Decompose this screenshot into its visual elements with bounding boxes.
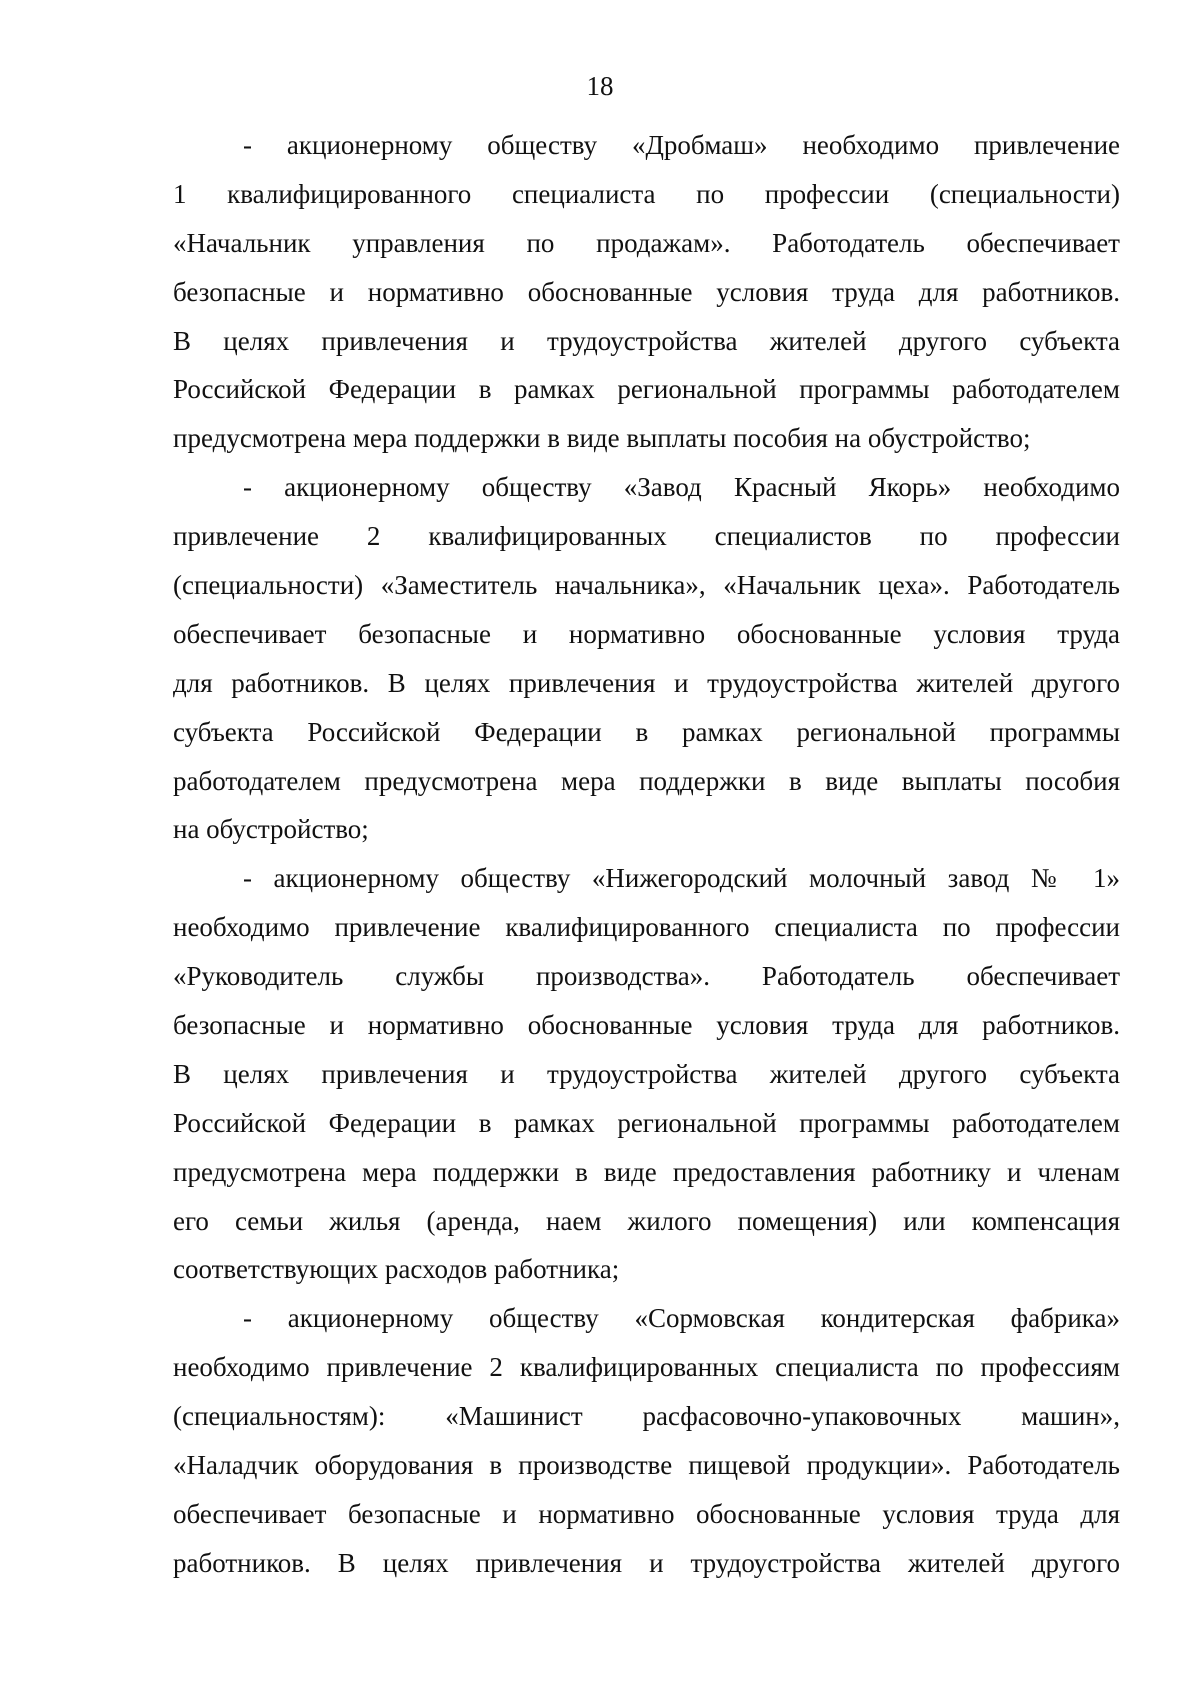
text-line: субъекта Российской Федерации в рамках региональной программы — [173, 716, 1120, 747]
page-number: 18 — [586, 71, 614, 101]
text-line: привлечение 2 квалифицированных специалистов по профессии — [173, 521, 1120, 552]
text-line: соответствующих расходов работника; — [173, 1254, 620, 1285]
text-line: предусмотрена мера поддержки в виде предоставления работнику и членам — [173, 1156, 1120, 1187]
text-line: предусмотрена мера поддержки в виде выплаты пособия на обустройство; — [173, 423, 1031, 454]
text-line: для работников. В целях привлечения и трудоустройства жителей другого — [173, 667, 1120, 698]
text-line: на обустройство; — [173, 814, 369, 845]
paragraph-krasny-yakor — [173, 463, 1120, 854]
text-line: - акционерному обществу «Сормовская кондитерская фабрика» — [243, 1303, 1120, 1334]
text-line: «Наладчик оборудования в производстве пищевой продукции». Работодатель — [173, 1450, 1120, 1481]
text-line: обеспечивает безопасные и нормативно обоснованные условия труда для — [173, 1498, 1120, 1529]
text-line: В целях привлечения и трудоустройства жителей другого субъекта — [173, 325, 1120, 356]
text-line: безопасные и нормативно обоснованные условия труда для работников. — [173, 1010, 1120, 1041]
text-line: его семьи жилья (аренда, наем жилого помещения) или компенсация — [173, 1205, 1120, 1236]
text-line: - акционерному обществу «Нижегородский молочный завод № 1» — [243, 863, 1120, 894]
text-line: Российской Федерации в рамках региональной программы работодателем — [173, 374, 1120, 405]
text-line: - акционерному обществу «Завод Красный Якорь» необходимо — [243, 472, 1120, 503]
text-line: Российской Федерации в рамках региональной программы работодателем — [173, 1107, 1120, 1138]
document-body — [173, 121, 1120, 1588]
text-line: работодателем предусмотрена мера поддержки в виде выплаты пособия — [173, 765, 1120, 796]
text-line: необходимо привлечение 2 квалифицированных специалиста по профессиям — [173, 1352, 1120, 1383]
text-line: 1 квалифицированного специалиста по профессии (специальности) — [173, 178, 1120, 209]
paragraph-sormovskaya — [173, 1294, 1120, 1587]
text-line: «Руководитель службы производства». Работодатель обеспечивает — [173, 961, 1120, 992]
text-line: (специальностям): «Машинист расфасовочно-упаковочных машин», — [173, 1401, 1120, 1432]
text-line: работников. В целях привлечения и трудоустройства жителей другого — [173, 1547, 1120, 1578]
text-line: «Начальник управления по продажам». Работодатель обеспечивает — [173, 227, 1120, 258]
text-line: обеспечивает безопасные и нормативно обоснованные условия труда — [173, 618, 1120, 649]
paragraph-drobmash — [173, 121, 1120, 463]
text-line: необходимо привлечение квалифицированного специалиста по профессии — [173, 912, 1120, 943]
text-line: - акционерному обществу «Дробмаш» необходимо привлечение — [243, 130, 1120, 160]
text-line: (специальности) «Заместитель начальника», «Начальник цеха». Работодатель — [173, 570, 1120, 601]
text-line: безопасные и нормативно обоснованные условия труда для работников. — [173, 276, 1120, 307]
text-line: В целях привлечения и трудоустройства жителей другого субъекта — [173, 1058, 1120, 1089]
paragraph-molochny-zavod — [173, 854, 1120, 1294]
